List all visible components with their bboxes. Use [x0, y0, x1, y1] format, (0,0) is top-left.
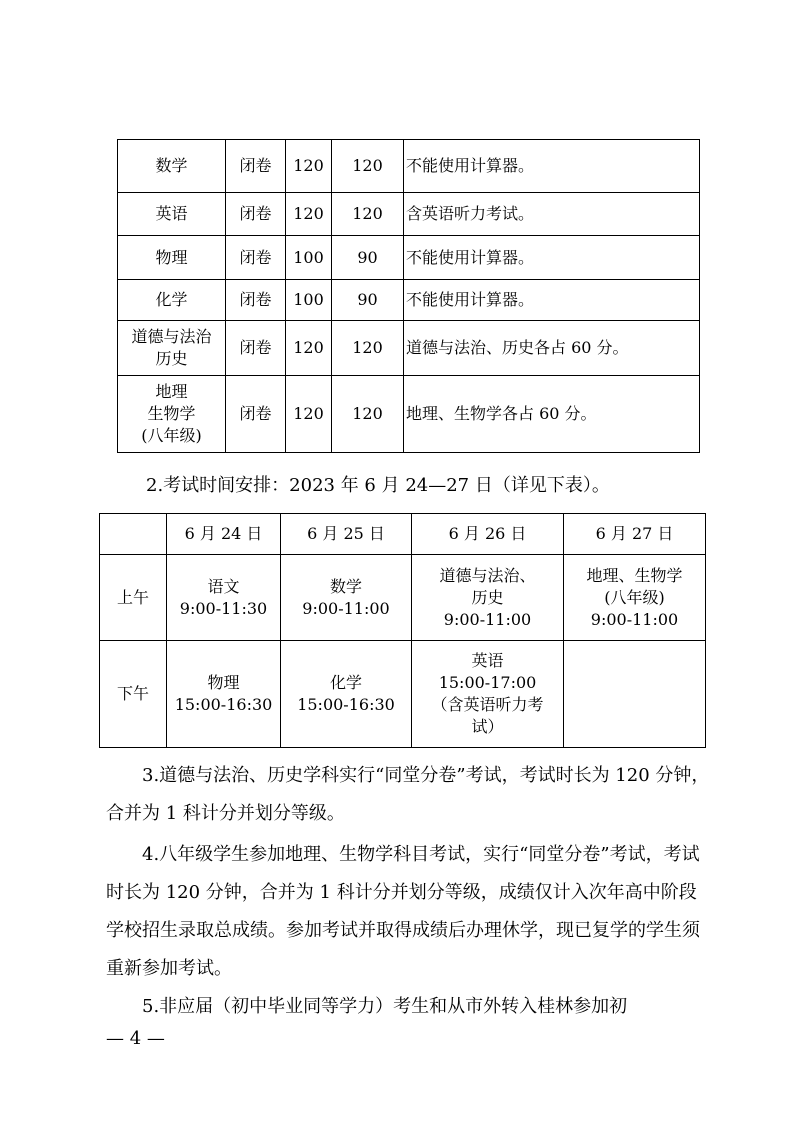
mode-cell: 闭卷	[226, 280, 286, 321]
mode-cell: 闭卷	[226, 193, 286, 236]
subject-line: 生物学	[147, 404, 196, 423]
cell-line: 15:00-16:30	[297, 695, 395, 714]
page-number: — 4 —	[106, 1028, 165, 1049]
cell-line: 9:00-11:30	[179, 598, 268, 618]
table-row	[118, 140, 700, 193]
table-row	[100, 555, 706, 641]
note-cell: 不能使用计算器。	[404, 140, 700, 193]
cell-line: 数学	[329, 576, 362, 596]
subject-cell: 物理	[118, 236, 226, 280]
note-cell: 含英语听力考试。	[404, 193, 700, 236]
table-row	[118, 321, 700, 376]
score-cell: 120	[286, 193, 332, 236]
subject-line: 历史	[155, 349, 188, 368]
mode-cell: 闭卷	[226, 236, 286, 280]
cell-line: 试）	[471, 717, 504, 736]
cell-line: 英语	[471, 651, 504, 670]
schedule-cell	[167, 555, 281, 641]
table-row	[118, 193, 700, 236]
table-row	[100, 641, 706, 748]
period-label: 下午	[100, 641, 167, 748]
schedule-cell	[412, 641, 564, 748]
subject-cell: 英语	[118, 193, 226, 236]
minutes-cell: 120	[332, 140, 404, 193]
score-cell: 100	[286, 236, 332, 280]
paragraph-5: 5.非应届（初中毕业同等学力）考生和从市外转入桂林参加初	[142, 996, 628, 1017]
cell-line: 语文	[207, 576, 240, 596]
cell-line: （含英语听力考	[431, 695, 544, 714]
cell-line: 9:00-11:00	[302, 598, 390, 618]
cell-line: 9:00-11:00	[590, 609, 679, 629]
mode-cell: 闭卷	[226, 376, 286, 453]
cell-line: 化学	[329, 673, 362, 692]
mode-cell: 闭卷	[226, 321, 286, 376]
schedule-cell	[167, 641, 281, 748]
cell-line: 物理	[207, 673, 240, 692]
cell-line: 15:00-17:00	[438, 673, 537, 692]
table-row	[100, 514, 706, 555]
minutes-cell: 90	[332, 236, 404, 280]
subject-line: (八年级)	[141, 426, 202, 445]
table-row	[118, 280, 700, 321]
schedule-cell	[564, 555, 706, 641]
date-header: 6 月 27 日	[564, 514, 706, 555]
minutes-cell: 120	[332, 193, 404, 236]
date-header: 6 月 26 日	[412, 514, 564, 555]
cell-line: 历史	[471, 587, 504, 607]
score-cell: 120	[286, 376, 332, 453]
cell-line: (八年级)	[604, 587, 665, 607]
subject-cell: 化学	[118, 280, 226, 321]
date-header: 6 月 25 日	[281, 514, 412, 555]
date-header: 6 月 24 日	[167, 514, 281, 555]
cell-line: 道德与法治、	[439, 565, 536, 585]
note-cell: 地理、生物学各占 60 分。	[404, 376, 700, 453]
subjects-table	[117, 139, 700, 453]
score-cell: 120	[286, 140, 332, 193]
minutes-cell: 90	[332, 280, 404, 321]
paragraph-4: 4.八年级学生参加地理、生物学科目考试，实行“同堂分卷”考试，考试时长为 120 分钟，合并为 1 科计分并划分等级，成绩仅计入次年高中阶段学校招生录取总成绩。参加考试并取得成绩后办理休学，现已复学的学生须重新参加考试。	[106, 844, 700, 979]
cell-line: 15:00-16:30	[174, 695, 273, 714]
score-cell: 120	[286, 321, 332, 376]
cell-line: 地理、生物学	[586, 565, 683, 585]
subject-line: 地理	[155, 382, 188, 401]
note-cell: 不能使用计算器。	[404, 280, 700, 321]
period-label: 上午	[100, 555, 167, 641]
subject-line: 道德与法治	[131, 327, 212, 346]
table-row	[118, 376, 700, 453]
note-cell: 不能使用计算器。	[404, 236, 700, 280]
subject-cell	[118, 321, 226, 376]
schedule-heading: 2.考试时间安排：2023 年 6 月 24—27 日（详见下表）。	[146, 475, 610, 496]
corner-cell	[100, 514, 167, 555]
paragraph-3: 3.道德与法治、历史学科实行“同堂分卷”考试，考试时长为 120 分钟，合并为 1 科计分并划分等级。	[106, 765, 710, 824]
minutes-cell: 120	[332, 321, 404, 376]
score-cell: 100	[286, 280, 332, 321]
schedule-cell	[281, 555, 412, 641]
table-row	[118, 236, 700, 280]
empty-cell	[564, 641, 706, 748]
cell-line: 9:00-11:00	[443, 609, 532, 629]
schedule-cell	[281, 641, 412, 748]
schedule-cell	[412, 555, 564, 641]
note-cell: 道德与法治、历史各占 60 分。	[404, 321, 700, 376]
mode-cell: 闭卷	[226, 140, 286, 193]
subject-cell	[118, 376, 226, 453]
minutes-cell: 120	[332, 376, 404, 453]
schedule-table	[99, 513, 706, 748]
subject-cell: 数学	[118, 140, 226, 193]
